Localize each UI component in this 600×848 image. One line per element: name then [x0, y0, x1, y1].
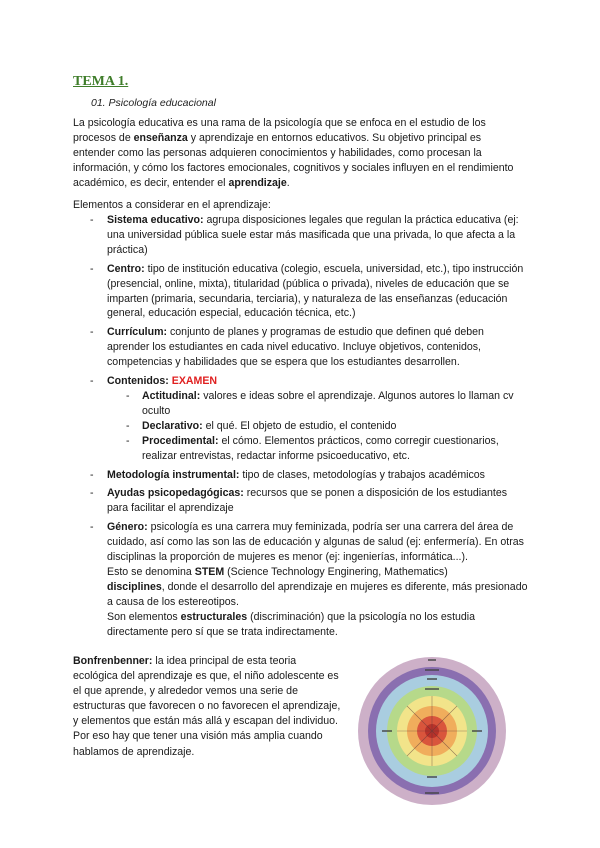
sub-item-procedimental: - Procedimental: el cómo. Elementos prácticos, como corregir cuestionarios, realizar entrevistas, redactar informe psicoeducativo, etc. [107, 434, 528, 464]
bold-term: enseñanza [133, 132, 188, 145]
list-item-sistema: - Sistema educativo: agrupa disposiciones legales que regulan la práctica educativa (ej: una universidad pública suele estar más masificada que una privada, lo que afecta a la práctica) [88, 213, 528, 258]
bold-term: Bonfrenbenner: [73, 655, 153, 667]
list-item-ayudas: - Ayudas psicopedagógicas: recursos que se ponen a disposición de los estudiantes para facilitar el aprendizaje [88, 486, 528, 516]
contenidos-sublist [107, 389, 528, 464]
bold-term: aprendizaje [228, 177, 287, 190]
list-item-genero: - Género: psicología es una carrera muy feminizada, podría ser una carrera del área de cuidado, así como las son las de educación y algunas de salud (ej: enfermería). En otras disciplinas la proporción de mujeres es menor (ej: ingenierías, informática...). Esto se denomina STEM (Science Technology Enginering, Mathematics) disciplines, donde el desarrollo del aprendizaje en mujeres es diferente, más presionado a causa de los estereotipos. Son elementos estructurales (discriminación) que la psicología no los estudia directamente pero sí que se trata indirectamente. [88, 520, 528, 639]
page-title: TEMA 1. [73, 74, 129, 89]
list-item-metodologia: - Metodología instrumental: tipo de clases, metodologías y trabajos académicos [88, 468, 528, 483]
intro-paragraph: La psicología educativa es una rama de la psicología que se enfoca en el estudio de los procesos de enseñanza y aprendizaje en entornos educativos. Su objetivo principal es entender como las personas adquieren conocimientos y habilidades, como procesan la información, y cómo los factores emocionales, cognitivos y sociales influyen en el rendimiento académico, es decir, entender el aprendizaje. [73, 117, 514, 190]
diagram-spokes [397, 696, 467, 766]
bronfenbrenner-paragraph: Bonfrenbenner: la idea principal de esta teoria ecológica del aprendizaje es que, el niño adolescente es el que aprende, y alrededor vemos una serie de estructuras que favorecen o no favorecen el aprendizaje, y elementos que están más allá y escapan del individuo. Por eso hay que tener una visión más amplia cuando hablamos de aprendizaje. [73, 655, 341, 758]
ecological-model-diagram [357, 656, 507, 806]
section-subtitle: 01. Psicología educacional [91, 97, 216, 109]
list-item-curriculum: - Currículum: conjunto de planes y programas de estudio que definen qué deben aprender los estudiantes en cada nivel educativo. Incluye objetivos, contenidos, competencias y habilidades que se espera que los estudiantes desarrollen. [88, 325, 528, 370]
sub-item-actitudinal: - Actitudinal: valores e ideas sobre el aprendizaje. Algunos autores lo llaman cv oculto [107, 389, 528, 419]
sub-item-declarativo: - Declarativo: el qué. El objeto de estudio, el contenido [107, 419, 528, 434]
exam-label: EXAMEN [171, 375, 218, 388]
elements-list [88, 213, 528, 643]
list-item-centro: - Centro: tipo de institución educativa (colegio, escuela, universidad, etc.), tipo instrucción (presencial, online, mixta), titularidad (pública o privada), niveles de educación que se imparten (primaria, secundaria, terciaria), y naturaleza de las enseñanzas (educación general, educación especial, educación técnica, etc.) [88, 262, 528, 322]
elements-intro: Elementos a considerar en el aprendizaje: [73, 199, 271, 211]
list-item-contenidos: - Contenidos: EXAMEN - Actitudinal: valores e ideas sobre el aprendizaje. Algunos autores lo llaman cv oculto - Declarativo: el qué. El objeto de estudio, el contenido - Procedimental: el cómo. Elementos prácticos, como corregir cuestionarios, realizar entrevistas, redactar informe psicoeducativo, etc. [88, 374, 528, 463]
